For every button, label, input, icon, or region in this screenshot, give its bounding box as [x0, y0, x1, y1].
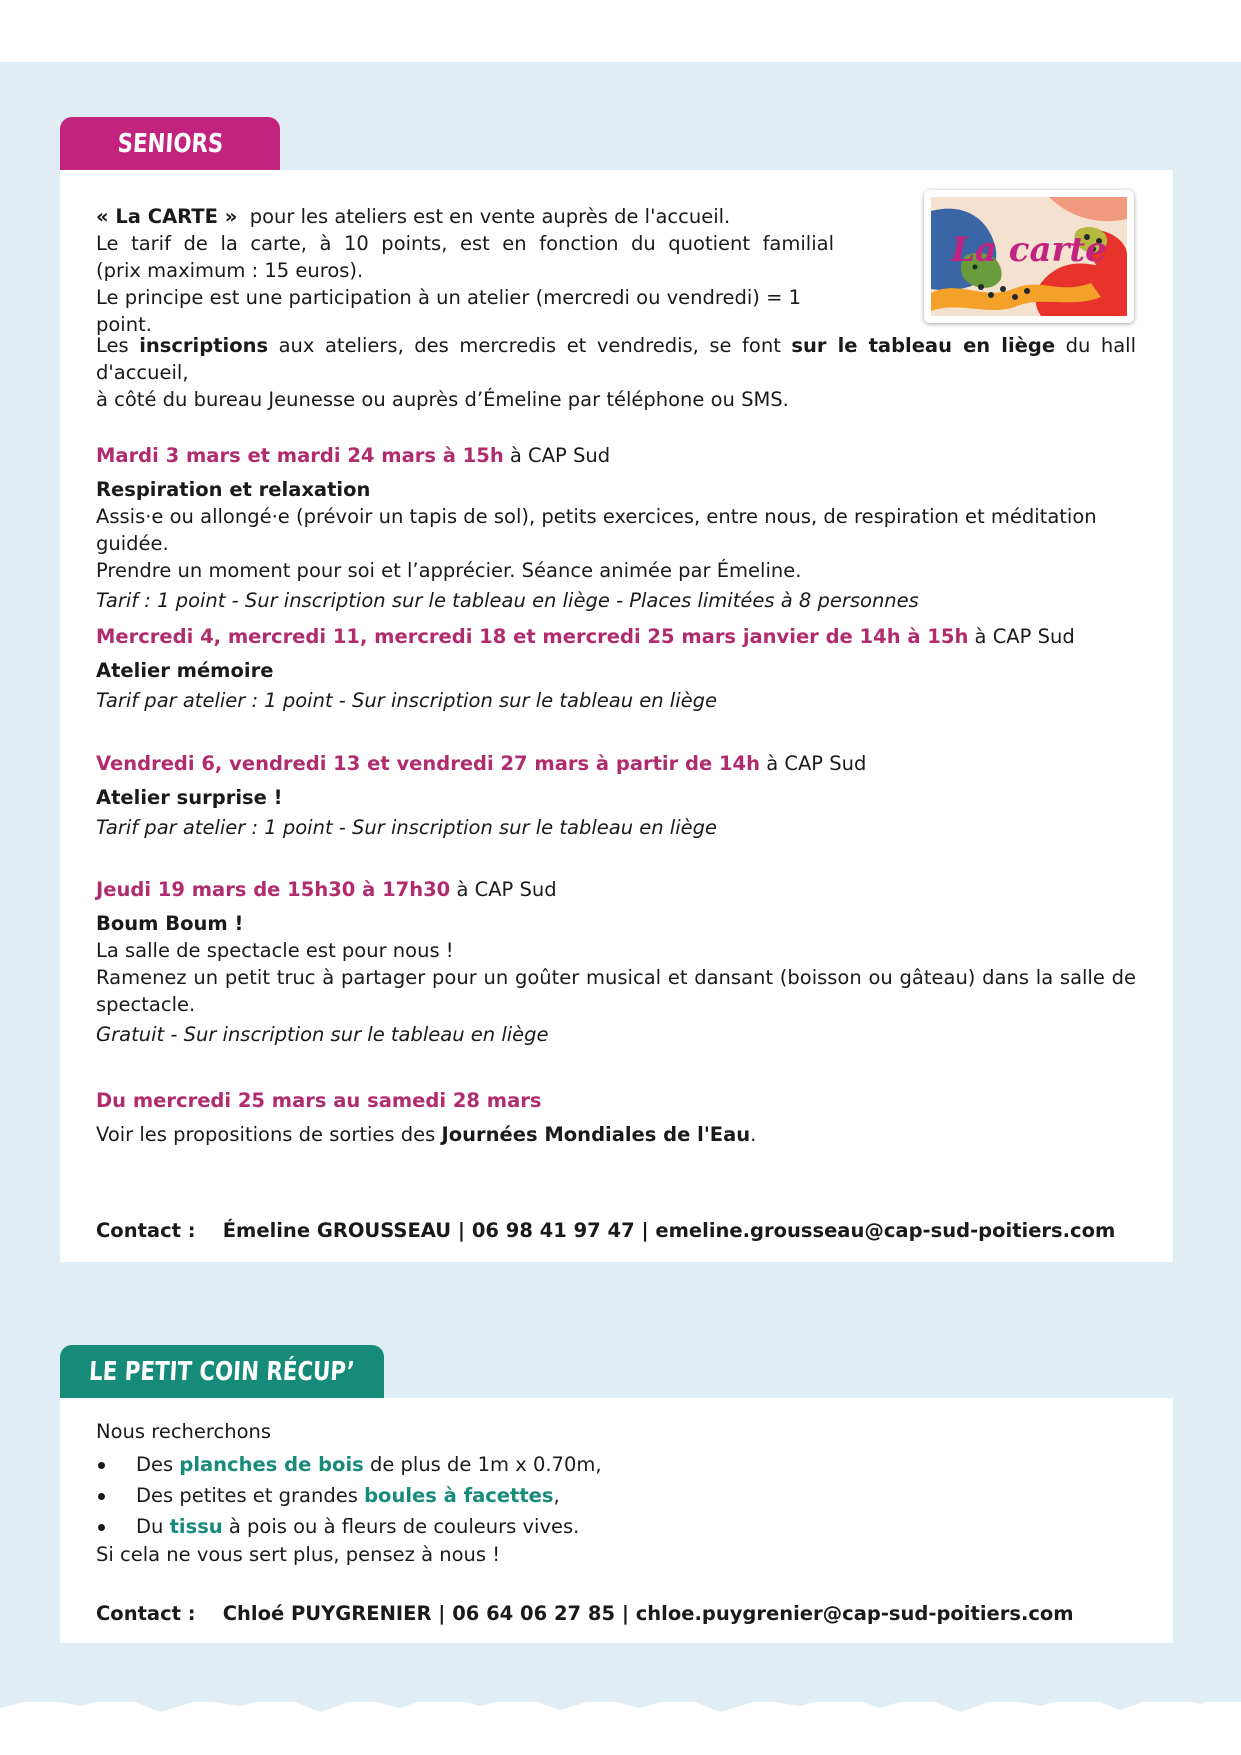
list-item: Des petites et grandes boules à facettes, — [96, 1480, 602, 1511]
seniors-contact — [96, 1217, 1136, 1244]
contact-details: Émeline GROUSSEAU | 06 98 41 97 47 | emeline.grousseau@cap-sud-poitiers.com — [222, 1219, 1116, 1242]
event-description: Assis·e ou allongé·e (prévoir un tapis de sol), petits exercices, entre nous, de respiration et méditation guidée. — [96, 505, 1097, 555]
la-carte-image-text: La carte — [951, 230, 1107, 270]
recup-section-tab — [60, 1345, 384, 1399]
card-intro-line-1: « La CARTE » pour les ateliers est en vente auprès de l'accueil. — [96, 205, 731, 228]
event-date: Vendredi 6, vendredi 13 et vendredi 27 mars à partir de 14h à CAP Sud — [96, 752, 867, 775]
la-carte-image — [924, 190, 1134, 323]
torn-paper-bottom-edge — [0, 1660, 1241, 1720]
event-atelier-memoire — [96, 623, 1136, 714]
recup-wanted-list — [96, 1449, 602, 1542]
event-description: La salle de spectacle est pour nous ! — [96, 939, 454, 962]
event-note: Gratuit - Sur inscription sur le tableau en liège — [96, 1023, 549, 1046]
event-date: Mercredi 4, mercredi 11, mercredi 18 et mercredi 25 mars janvier de 14h à 15h à CAP Sud — [96, 625, 1075, 648]
event-description-2: Prendre un moment pour soi et l’apprécier. Séance animée par Émeline. — [96, 559, 802, 582]
event-title: Atelier surprise ! — [96, 786, 283, 809]
contact-label: Contact : — [96, 1219, 196, 1242]
inscriptions-line-1: Les inscriptions aux ateliers, des mercredis et vendredis, se font sur le tableau en liège du hall d'accueil, — [96, 334, 1136, 384]
event-respiration — [96, 442, 1136, 614]
event-atelier-surprise — [96, 750, 1136, 841]
event-boum-boum — [96, 876, 1136, 1048]
list-item: Des planches de bois de plus de 1m x 0.70m, — [96, 1449, 602, 1480]
event-description-2: Ramenez un petit truc à partager pour un goûter musical et dansant (boisson ou gâteau) dans la salle de spectacle. — [96, 966, 1136, 1016]
event-date: Du mercredi 25 mars au samedi 28 mars — [96, 1089, 542, 1112]
inscriptions-paragraph — [96, 332, 1136, 413]
card-intro-line-2: Le tarif de la carte, à 10 points, est en fonction du quotient familial — [96, 232, 834, 255]
event-journees-eau — [96, 1087, 1136, 1148]
recup-intro: Nous recherchons — [96, 1420, 272, 1443]
event-title: Boum Boum ! — [96, 912, 244, 935]
event-note: Tarif : 1 point - Sur inscription sur le tableau en liège - Places limitées à 8 personnes — [96, 589, 919, 612]
event-date: Mardi 3 mars et mardi 24 mars à 15h à CAP Sud — [96, 444, 611, 467]
event-note: Tarif par atelier : 1 point - Sur inscription sur le tableau en liège — [96, 689, 718, 712]
seniors-section-tab — [60, 117, 280, 171]
event-description: Voir les propositions de sorties des Journées Mondiales de l'Eau. — [96, 1123, 757, 1146]
card-intro-line-4: Le principe est une participation à un atelier (mercredi ou vendredi) = 1 point. — [96, 286, 802, 336]
event-date: Jeudi 19 mars de 15h30 à 17h30 à CAP Sud — [96, 878, 557, 901]
recup-outro: Si cela ne vous sert plus, pensez à nous ! — [96, 1543, 501, 1566]
list-item: Du tissu à pois ou à fleurs de couleurs vives. — [96, 1511, 602, 1542]
card-intro — [96, 203, 834, 284]
recup-contact — [96, 1600, 1136, 1627]
torn-paper-top-edge — [0, 56, 1241, 116]
event-title: Respiration et relaxation — [96, 478, 371, 501]
seniors-tab-title: SENIORS — [116, 129, 224, 159]
event-title: Atelier mémoire — [96, 659, 274, 682]
event-note: Tarif par atelier : 1 point - Sur inscription sur le tableau en liège — [96, 816, 718, 839]
card-intro-line-3: (prix maximum : 15 euros). — [96, 259, 364, 282]
inscriptions-line-2: à côté du bureau Jeunesse ou auprès d’Émeline par téléphone ou SMS. — [96, 388, 789, 411]
recup-tab-title: LE PETIT COIN RÉCUP’ — [88, 1357, 356, 1387]
contact-label: Contact : — [96, 1602, 196, 1625]
contact-details: Chloé PUYGRENIER | 06 64 06 27 85 | chloe.puygrenier@cap-sud-poitiers.com — [222, 1602, 1074, 1625]
